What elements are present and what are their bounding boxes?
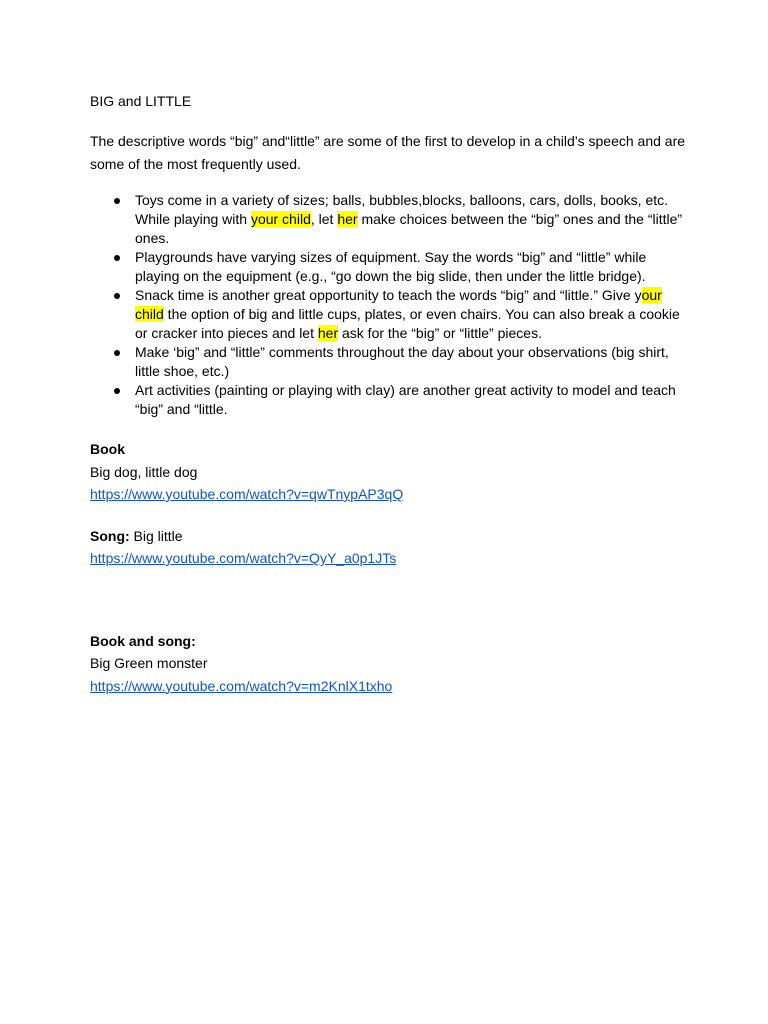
- list-item: Playgrounds have varying sizes of equipment. Say the words “big” and “little” while playing on the equipment (e.g., “go down the big slide, then under the little bridge).: [90, 248, 690, 286]
- song-title: Big little: [129, 527, 183, 544]
- list-item: Make ‘big” and “little” comments throughout the day about your observations (big shirt, little shoe, etc.): [90, 343, 690, 381]
- highlighted-text: her: [317, 325, 339, 341]
- book-and-song-section: [90, 630, 690, 698]
- book-title: Big dog, little dog: [90, 463, 198, 480]
- highlighted-text: her: [337, 211, 358, 227]
- highlighted-text: our child: [135, 287, 662, 322]
- book-heading: Book: [90, 441, 125, 457]
- book-section: [90, 438, 690, 506]
- book-and-song-title: Big Green monster: [90, 655, 208, 671]
- song-heading: Song:: [90, 527, 130, 544]
- book-and-song-heading: Book and song:: [90, 632, 196, 649]
- document-title: BIG and LITTLE: [90, 93, 192, 109]
- document-page: [90, 91, 690, 697]
- tips-list: [90, 191, 690, 419]
- book-and-song-link[interactable]: https://www.youtube.com/watch?v=m2KnlX1txho: [90, 677, 393, 694]
- highlighted-text: your child: [250, 211, 311, 227]
- list-item: Art activities (painting or playing with clay) are another great activity to model and teach “big” and “little.: [90, 381, 690, 419]
- book-link[interactable]: https://www.youtube.com/watch?v=qwTnypAP3qQ: [90, 486, 404, 502]
- list-item: Snack time is another great opportunity to teach the words “big” and “little.” Give your child the option of big and little cups, plates, or even chairs. You can also break a cookie or cracker into pieces and let her ask for the “big” or “little” pieces.: [90, 286, 690, 343]
- song-section: [90, 525, 690, 570]
- song-link[interactable]: https://www.youtube.com/watch?v=QyY_a0p1JTs: [90, 550, 397, 566]
- intro-paragraph: The descriptive words “big” and“little” are some of the first to develop in a child’s speech and are some of the most frequently used.: [90, 133, 686, 172]
- list-item: Toys come in a variety of sizes; balls, bubbles,blocks, balloons, cars, dolls, books, etc. While playing with your child, let her make choices between the “big” ones and the “little” ones.: [90, 191, 690, 248]
